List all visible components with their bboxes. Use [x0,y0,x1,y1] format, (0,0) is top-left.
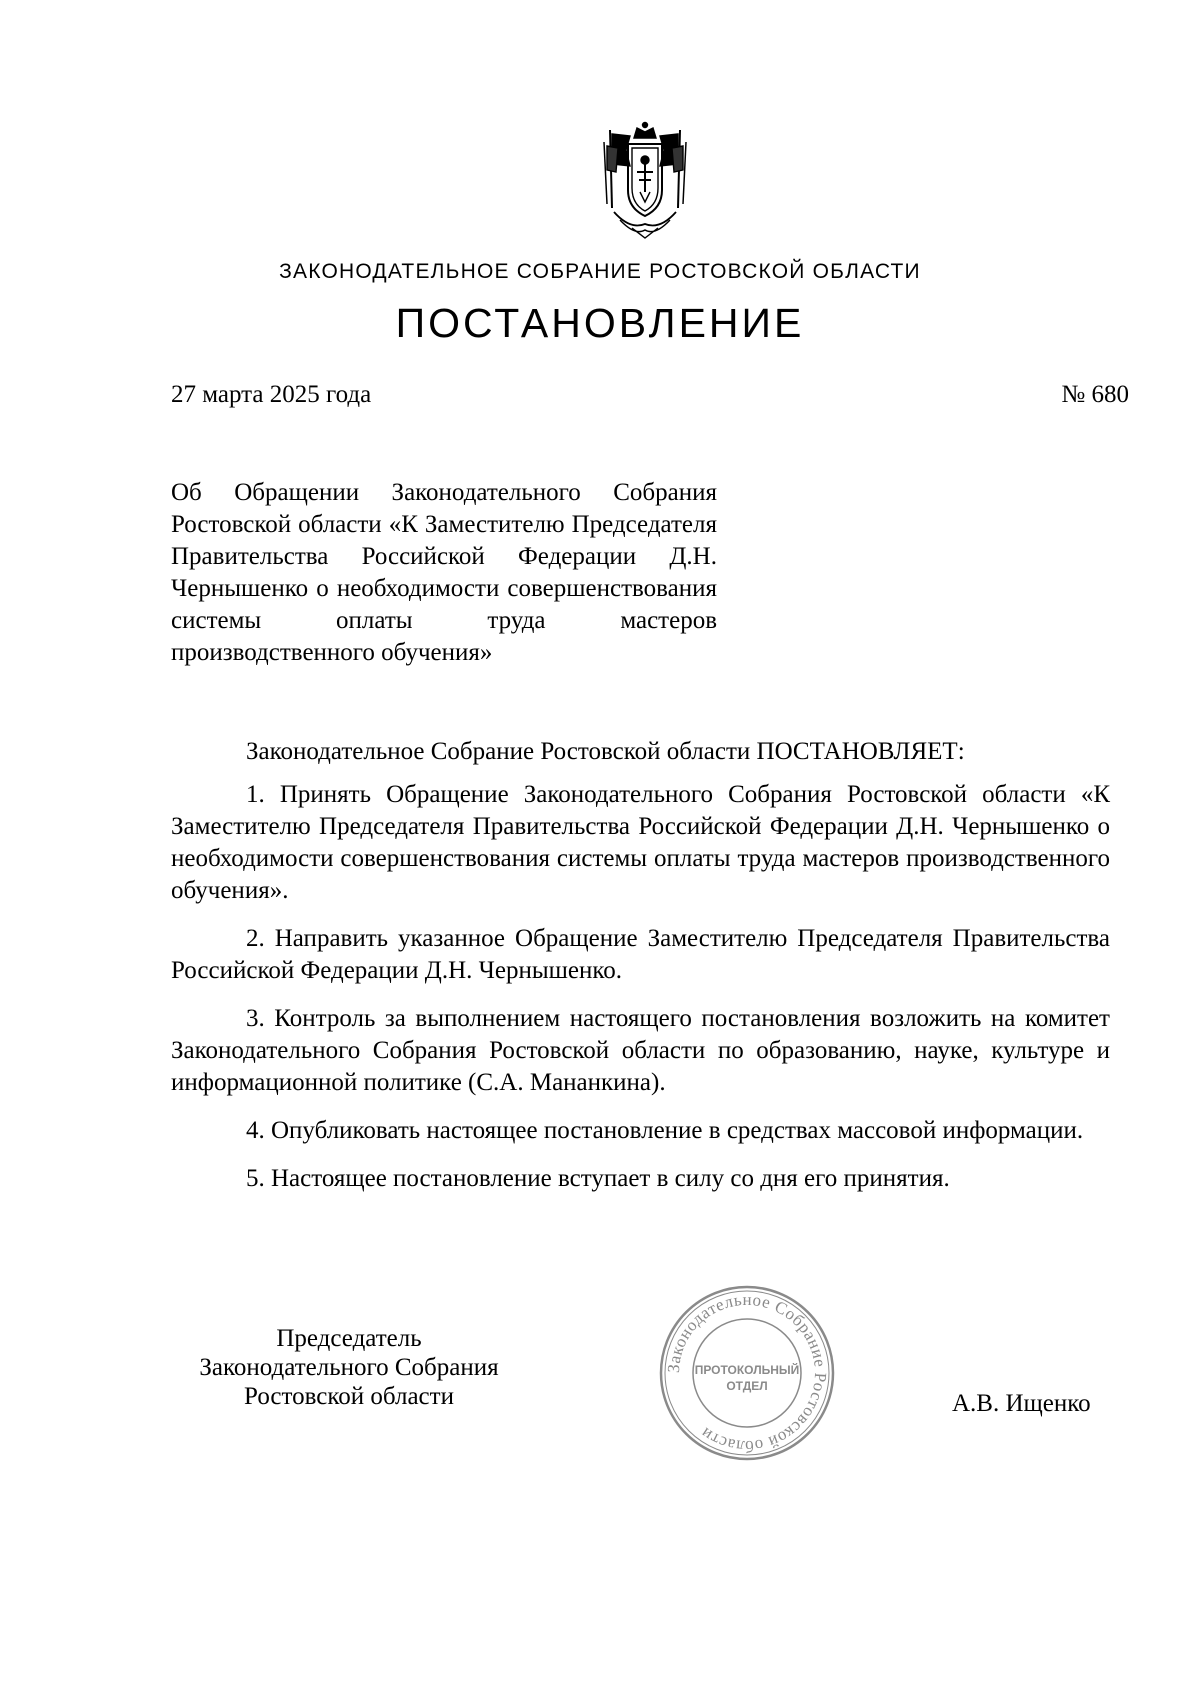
signatory-title-line: Законодательного Собрания [199,1354,499,1381]
document-number: № 680 [1061,381,1129,408]
stamp-inner-line-2: ОТДЕЛ [726,1379,768,1393]
document-body [171,736,1110,1211]
stamp-inner-line-1: ПРОТОКОЛЬНЫЙ [694,1363,800,1377]
coat-of-arms-icon [590,120,700,240]
decree-item-4: 4. Опубликовать настоящее постановление в средствах массовой информации. [246,1117,1084,1144]
document-type-title: ПОСТАНОВЛЕНИЕ [395,300,805,346]
signatory-title-line: Ростовской области [244,1383,454,1410]
document-date: 27 марта 2025 года [171,381,372,408]
decree-item-2: 2. Направить указанное Обращение Заместителю Председателя Правительства Российской Федерации Д.Н. Чернышенко. [171,925,1110,984]
organization-name: ЗАКОНОДАТЕЛЬНОЕ СОБРАНИЕ РОСТОВСКОЙ ОБЛАСТИ [279,260,921,283]
signatory-title [171,1324,527,1411]
decree-line: Законодательное Собрание Ростовской области ПОСТАНОВЛЯЕТ: [246,738,965,765]
signatory-title-line: Председатель [276,1325,422,1352]
decree-item-5: 5. Настоящее постановление вступает в силу со дня его принятия. [246,1165,950,1192]
document-subject: Об Обращении Законодательного Собрания Ростовской области «К Заместителю Председателя Правительства Российской Федерации Д.Н. Чернышенко о необходимости совершенствования системы оплаты труда мастеров производственного обучения» [171,479,717,666]
decree-item-1: 1. Принять Обращение Законодательного Собрания Ростовской области «К Заместителю Председателя Правительства Российской Федерации Д.Н. Чернышенко о необходимости совершенствования системы оплаты труда мастеров производственного обучения». [171,781,1110,904]
signatory-name: А.В. Ищенко [952,1390,1091,1417]
stamp-ring-text: Законодательное Собрание Ростовской области [663,1289,831,1457]
decree-item-3: 3. Контроль за выполнением настоящего постановления возложить на комитет Законодательного Собрания Ростовской области по образованию, науке, культуре и информационной политике (С.А. Мананкина). [171,1005,1110,1096]
round-stamp [658,1284,836,1462]
